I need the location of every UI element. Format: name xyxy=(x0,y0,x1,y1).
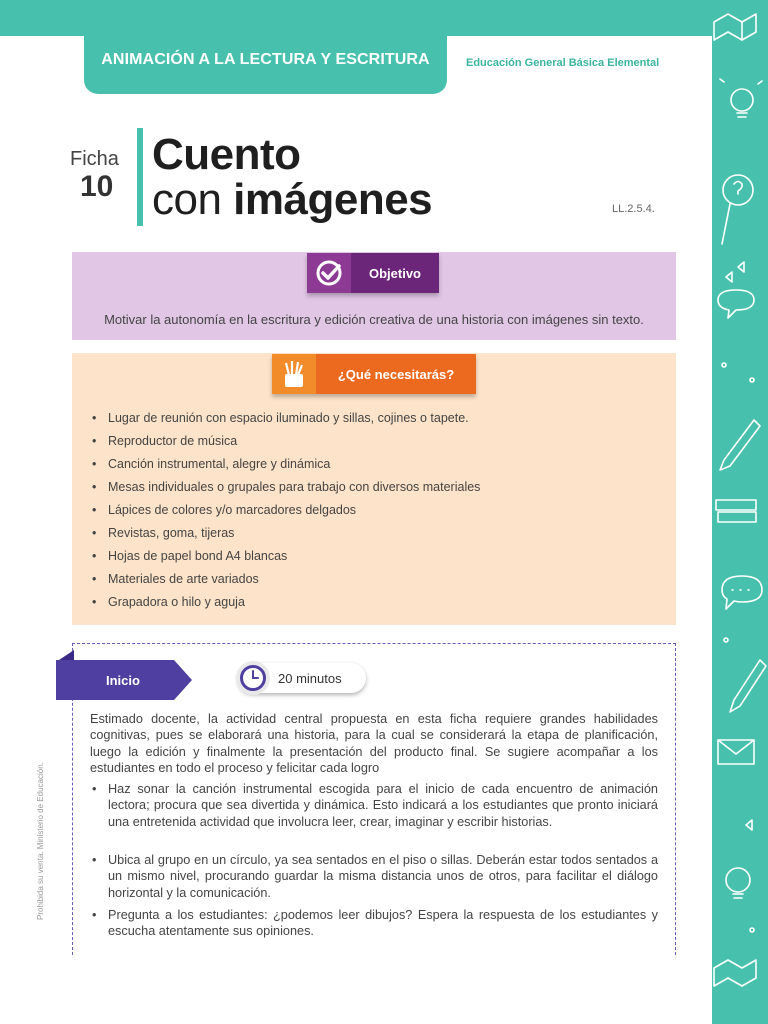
list-item: • Ubica al grupo en un círculo, ya sea sentados en el piso o sillas. Deberán estar todos sentados a un mismo nivel, procurando guardar la misma distancia unos de otros, para facilitar el diálogo horizontal y la comunicación. xyxy=(90,852,658,901)
objective-section xyxy=(72,252,676,340)
objective-label: Objetivo xyxy=(351,253,439,293)
list-item: • Reproductor de música xyxy=(92,432,480,455)
level-label: Educación General Básica Elemental xyxy=(466,57,660,69)
side-decoration xyxy=(712,0,768,1024)
objective-badge xyxy=(307,253,439,293)
list-item: • Haz sonar la canción instrumental escogida para el inicio de cada encuentro de animación lectora; procura que sea divertida y dinámica. Esto indicará a los estudiantes que pronto iniciará una entretenida actividad que involucra leer, crear, imaginar y escribir historias. xyxy=(90,781,658,830)
list-item: • Lugar de reunión con espacio iluminado y sillas, cojines o tapete. xyxy=(92,409,480,432)
title-accent-bar xyxy=(137,128,143,226)
copyright-note: Prohibida su venta. Ministerio de Educación. xyxy=(36,762,45,920)
page-title-line2 xyxy=(152,175,432,225)
list-item: • Hojas de papel bond A4 blancas xyxy=(92,547,480,570)
materials-badge xyxy=(272,354,476,394)
clock-icon xyxy=(236,661,270,695)
inicio-arrow xyxy=(174,660,192,700)
page-title-line1: Cuento xyxy=(152,130,301,179)
materials-list xyxy=(92,409,480,616)
materials-label: ¿Qué necesitarás? xyxy=(316,354,476,394)
list-item: • Mesas individuales o grupales para trabajo con diversos materiales xyxy=(92,478,480,501)
top-band xyxy=(0,0,768,36)
pencil-cup-icon xyxy=(272,354,316,394)
check-circle-icon xyxy=(307,253,351,293)
intro-paragraph: Estimado docente, la actividad central propuesta en esta ficha requiere grandes habilidades cognitivas, pues se elaborará una historia, para la cual se considerará la etapa de planificación, luego la edición y finalmente la presentación del producto final. Se sugiere acompañar a los estudiantes en todo el proceso y felicitar cada logro xyxy=(90,712,658,775)
doodle-pattern-icon xyxy=(712,0,768,1024)
list-item: • Canción instrumental, alegre y dinámica xyxy=(92,455,480,478)
curriculum-code: LL.2.5.4. xyxy=(612,203,655,215)
list-item: • Revistas, goma, tijeras xyxy=(92,524,480,547)
ficha-number: 10 xyxy=(80,170,114,203)
list-item: • Materiales de arte variados xyxy=(92,570,480,593)
title-prefix: con xyxy=(152,175,234,224)
list-item: • Grapadora o hilo y aguja xyxy=(92,593,480,616)
duration-text: 20 minutos xyxy=(278,671,342,686)
ficha-label: Ficha xyxy=(70,148,119,170)
duration-badge xyxy=(238,663,366,693)
series-title: ANIMACIÓN A LA LECTURA Y ESCRITURA xyxy=(101,51,430,68)
list-item: • Lápices de colores y/o marcadores delgados xyxy=(92,501,480,524)
list-item: • Pregunta a los estudiantes: ¿podemos leer dibujos? Espera la respuesta de los estudiantes y escucha atentamente sus opiniones. xyxy=(90,907,658,940)
materials-section xyxy=(72,353,676,625)
series-header xyxy=(84,34,447,94)
inicio-label: Inicio xyxy=(56,660,174,700)
title-bold-word: imágenes xyxy=(233,175,433,224)
objective-text: Motivar la autonomía en la escritura y edición creativa de una historia con imágenes sin texto. xyxy=(104,312,644,327)
